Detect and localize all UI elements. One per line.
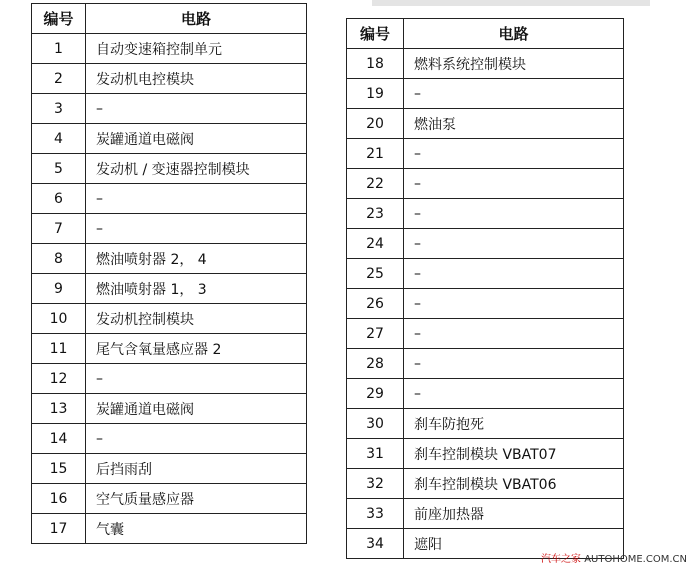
fuse-circuit: – (86, 214, 307, 244)
fuse-circuit: – (404, 229, 624, 259)
table-row (347, 439, 624, 469)
watermark (541, 550, 687, 565)
table-row (32, 424, 307, 454)
table-row (32, 34, 307, 64)
fuse-number: 28 (347, 349, 404, 379)
fuse-circuit: 燃料系统控制模块 (404, 49, 624, 79)
fuse-circuit: – (404, 289, 624, 319)
fuse-number: 26 (347, 289, 404, 319)
fuse-circuit: – (404, 199, 624, 229)
fuse-number: 19 (347, 79, 404, 109)
watermark-brand: 汽车之家 (541, 554, 581, 565)
fuse-number: 13 (32, 394, 86, 424)
table-row (32, 454, 307, 484)
fuse-circuit: – (404, 319, 624, 349)
table-row (32, 484, 307, 514)
fuse-circuit: 前座加热器 (404, 499, 624, 529)
fuse-circuit: 发动机 / 变速器控制模块 (86, 154, 307, 184)
fuse-circuit: – (404, 79, 624, 109)
fuse-circuit: – (404, 349, 624, 379)
fuse-number: 4 (32, 124, 86, 154)
left-table-body (32, 34, 307, 544)
table-row (347, 349, 624, 379)
fuse-number: 27 (347, 319, 404, 349)
fuse-circuit: 尾气含氧量感应器 2 (86, 334, 307, 364)
table-row (347, 49, 624, 79)
fuse-number: 12 (32, 364, 86, 394)
fuse-number: 25 (347, 259, 404, 289)
fuse-number: 11 (32, 334, 86, 364)
fuse-number: 23 (347, 199, 404, 229)
fuse-table-left (31, 3, 307, 544)
fuse-circuit: – (86, 424, 307, 454)
fuse-number: 34 (347, 529, 404, 559)
top-gray-bar (372, 0, 650, 6)
table-row (347, 379, 624, 409)
fuse-number: 1 (32, 34, 86, 64)
watermark-site: AUTOHOME.COM.CN (584, 554, 687, 565)
header-circuit: 电路 (86, 4, 307, 34)
table-row (32, 304, 307, 334)
fuse-number: 15 (32, 454, 86, 484)
fuse-circuit: 自动变速箱控制单元 (86, 34, 307, 64)
fuse-number: 31 (347, 439, 404, 469)
fuse-circuit: 燃油泵 (404, 109, 624, 139)
fuse-number: 16 (32, 484, 86, 514)
fuse-table-right (346, 18, 624, 559)
fuse-number: 9 (32, 274, 86, 304)
fuse-circuit: 空气质量感应器 (86, 484, 307, 514)
fuse-circuit: – (404, 379, 624, 409)
table-row (32, 244, 307, 274)
table-row (347, 469, 624, 499)
fuse-number: 7 (32, 214, 86, 244)
fuse-circuit: 炭罐通道电磁阀 (86, 124, 307, 154)
fuse-number: 2 (32, 64, 86, 94)
table-row (347, 319, 624, 349)
table-row (32, 94, 307, 124)
fuse-circuit: 刹车控制模块 VBAT06 (404, 469, 624, 499)
fuse-circuit: 刹车控制模块 VBAT07 (404, 439, 624, 469)
table-row (347, 139, 624, 169)
fuse-number: 22 (347, 169, 404, 199)
fuse-circuit: 刹车防抱死 (404, 409, 624, 439)
fuse-number: 20 (347, 109, 404, 139)
table-row (347, 199, 624, 229)
table-row (32, 64, 307, 94)
header-circuit: 电路 (404, 19, 624, 49)
table-row (32, 514, 307, 544)
table-row (347, 409, 624, 439)
header-num: 编号 (347, 19, 404, 49)
table-row (32, 394, 307, 424)
fuse-number: 30 (347, 409, 404, 439)
fuse-circuit: – (86, 364, 307, 394)
fuse-number: 18 (347, 49, 404, 79)
table-row (32, 364, 307, 394)
fuse-number: 29 (347, 379, 404, 409)
table-row (32, 124, 307, 154)
fuse-circuit: 后挡雨刮 (86, 454, 307, 484)
fuse-circuit: 气囊 (86, 514, 307, 544)
table-row (32, 334, 307, 364)
fuse-number: 3 (32, 94, 86, 124)
table-row (347, 229, 624, 259)
table-row (32, 154, 307, 184)
fuse-circuit: 发动机控制模块 (86, 304, 307, 334)
header-num: 编号 (32, 4, 86, 34)
fuse-number: 10 (32, 304, 86, 334)
table-header-row (32, 4, 307, 34)
right-table-body (347, 49, 624, 559)
fuse-circuit: – (404, 259, 624, 289)
fuse-circuit: 燃油喷射器 1， 3 (86, 274, 307, 304)
table-row (347, 169, 624, 199)
table-row (32, 274, 307, 304)
table-row (32, 214, 307, 244)
fuse-number: 32 (347, 469, 404, 499)
fuse-circuit: – (404, 139, 624, 169)
fuse-number: 14 (32, 424, 86, 454)
fuse-number: 5 (32, 154, 86, 184)
table-row (32, 184, 307, 214)
fuse-number: 33 (347, 499, 404, 529)
fuse-circuit: 发动机电控模块 (86, 64, 307, 94)
fuse-circuit: 燃油喷射器 2， 4 (86, 244, 307, 274)
fuse-number: 17 (32, 514, 86, 544)
fuse-circuit: – (86, 94, 307, 124)
table-row (347, 109, 624, 139)
fuse-number: 8 (32, 244, 86, 274)
table-row (347, 499, 624, 529)
fuse-number: 24 (347, 229, 404, 259)
table-row (347, 79, 624, 109)
fuse-circuit: – (404, 169, 624, 199)
table-row (347, 289, 624, 319)
fuse-circuit: 遮阳 (404, 529, 624, 559)
fuse-number: 21 (347, 139, 404, 169)
table-row (347, 259, 624, 289)
fuse-number: 6 (32, 184, 86, 214)
table-header-row (347, 19, 624, 49)
fuse-circuit: 炭罐通道电磁阀 (86, 394, 307, 424)
fuse-circuit: – (86, 184, 307, 214)
